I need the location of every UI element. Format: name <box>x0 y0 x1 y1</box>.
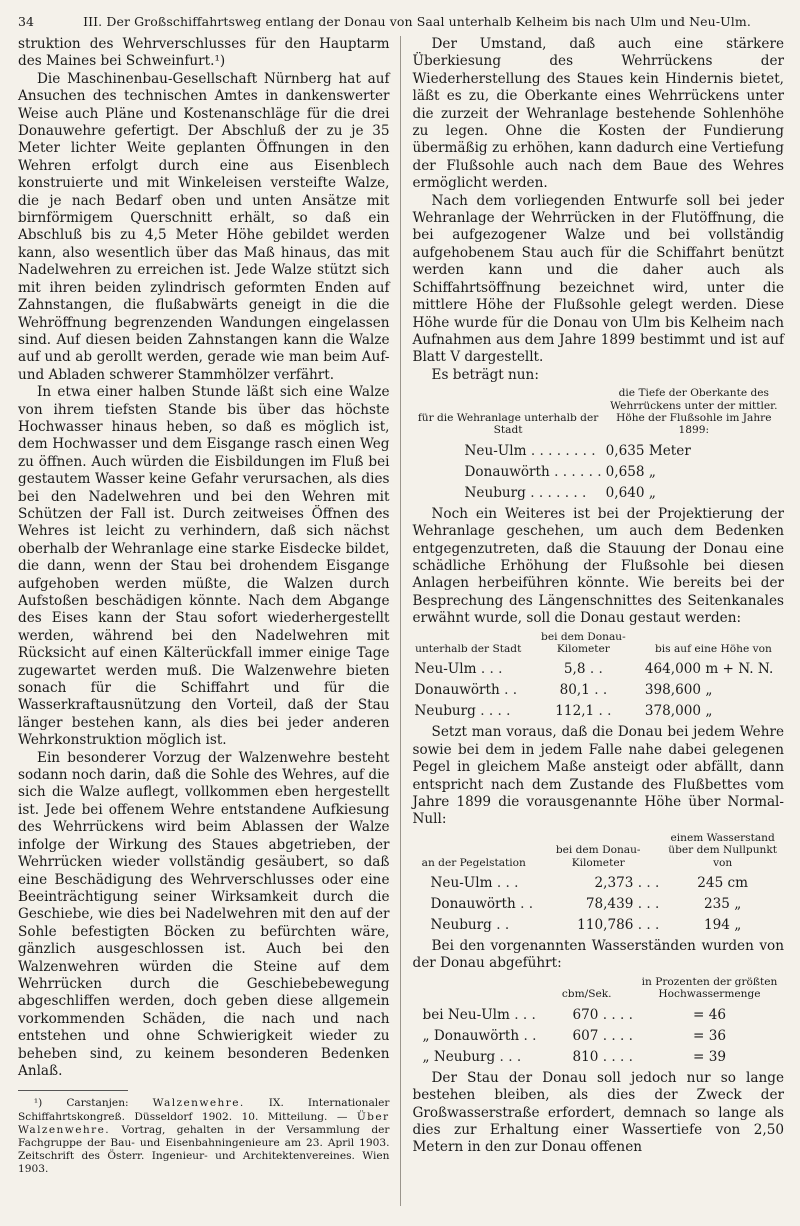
footnote-text: Vortrag, gehalten in der Versammlung der Fachgruppe der Bau- und Eisenbahningenieure am 23. April 1903. Zeitschrift des Österr. Ingenieur- und Architektenvereines. Wien 1903. <box>18 1123 390 1176</box>
table-cell: 2,373 <box>594 875 634 892</box>
table-cell: 112,1 <box>555 703 595 720</box>
table-cell: 0,658 „ <box>605 463 656 480</box>
page <box>18 14 784 1219</box>
table-header: bei dem Donau-Kilometer <box>541 630 626 655</box>
table-cell: 398,600 „ <box>644 682 713 699</box>
leader-dots: . . <box>594 682 608 699</box>
table-cell: 5,8 <box>563 661 586 678</box>
table-cell: Neu-Ulm <box>464 442 527 459</box>
table-header: die Tiefe der Oberkante des Wehrrückens unter der mittler. Höhe der Flußsohle im Jahre 1899: <box>610 387 778 437</box>
paragraph: Nach dem vorliegenden Entwurfe soll bei jeder Wehranlage der Wehrrücken in der Flutöffnung, die bei aufgezogener Walze und bei vollständig aufgehobenem Stau auch für die Schiffahrt benützt werden kann und die daher auch als Schiffahrtsöffnung bezeichnet wird, unter die mittlere Höhe der Flußsohle gelegt werden. Diese Höhe wurde für die Donau von Ulm bis Kelheim nach Aufnahmen aus dem Jahre 1899 bestimmt und ist auf Blatt V dargestellt. <box>412 192 784 366</box>
leader-dots: . . . . <box>480 703 511 720</box>
paragraph: Setzt man voraus, daß die Donau bei jedem Wehre sowie bei dem in jedem Falle nahe dabei gelegenen Pegel in gleichem Maße ansteigt oder abfällt, dann entspricht nach dem Zustande des Flußbettes vom Jahre 1899 die vorausgenannte Höhe über Normal-Null: <box>412 724 784 828</box>
table-header: unterhalb der Stadt <box>415 643 522 655</box>
left-column <box>18 36 401 1206</box>
leader-dots: . . . <box>480 661 503 678</box>
depth-table <box>413 387 785 504</box>
running-header <box>18 14 784 36</box>
stau-table <box>413 631 785 723</box>
leader-dots: . . . <box>637 917 660 934</box>
leader-dots: . . <box>496 917 510 934</box>
table-header: an der Pegelstation <box>421 856 526 869</box>
footnote <box>18 1097 390 1176</box>
table-header: cbm/Sek. <box>561 988 612 1001</box>
table-cell: „ Neuburg <box>422 1048 496 1065</box>
table-cell: bei Neu-Ulm <box>422 1006 510 1023</box>
table-cell: = 39 <box>692 1048 726 1065</box>
paragraph: Ein besonderer Vorzug der Walzenwehre besteht sodann noch darin, daß die Sohle des Wehres, auf die sich die Walze auflegt, vollkommen eben hergestellt ist. Jede bei offenem Wehre entstandene Aufkiesung des Wehrrückens wird beim Ablassen der Walze infolge der Wirkung des Staues abgetrieben, der Wehrrücken wieder vollständig gesäubert, so daß eine Beschädigung des Wehrverschlusses oder eine Beeinträchtigung seiner Wirksamkeit durch die Geschiebe, wie dies bei Nadelwehren mit den auf der Sohle befestigten Böcken zu befürchten wäre, gänzlich ausgeschlossen ist. Auch bei den Walzenwehren würden die Steine auf dem Wehrrücken durch die Geschiebebewegung abgeschliffen werden, doch geben diese allgemein vorkommenden Schäden, die nach und nach entstehen und ohne Schwierigkeit wieder zu beheben sind, zu keinem besonderen Bedenken Anlaß. <box>18 749 390 1079</box>
leader-dots: . . . . . . . . <box>530 442 596 459</box>
table-row <box>413 915 785 936</box>
paragraph: Die Maschinenbau-Gesellschaft Nürnberg hat auf Ansuchen des technischen Amtes in dankenswerter Weise auch Pläne und Kostenanschläge für die drei Donauwehre gefertigt. Der Abschluß der zu je 35 Meter lichter Weite geplanten Öffnungen in den Wehren erfolgt durch eine aus Eisenblech konstruierte und mit Winkeleisen versteifte Walze, die je nach Bedarf oben und unten Ansätze mit birnförmigem Querschnitt erhält, so daß ein Abschluß bis zu 4,5 Meter Höhe gebildet werden kann, also wesentlich über das Maß hinaus, das mit Nadelwehren zu erreichen ist. Jede Walze stützt sich mit ihren beiden zylindrisch geformten Enden auf Zahnstangen, die flußabwärts geneigt in die die Wehröffnung begrenzenden Wandungen eingelassen sind. Auf diesen beiden Zahnstangen kann die Walze auf und ab gerollt werden, gerade wie man beim Auf- und Abladen schwerer Stammhölzer verfährt. <box>18 70 390 383</box>
table-header: in Prozenten der größten Hochwassermenge <box>641 975 778 1001</box>
table-cell: 464,000 m + N. N. <box>644 661 774 678</box>
table-cell: 110,786 <box>577 917 634 934</box>
table-cell: Neu-Ulm <box>430 875 493 892</box>
table-cell: Donauwörth <box>414 682 500 699</box>
table-cell: „ Donauwörth <box>422 1027 520 1044</box>
table-cell: 670 <box>572 1006 599 1023</box>
footnote-title: Über Walzenwehre. <box>18 1110 390 1136</box>
table-cell: Neu-Ulm <box>414 661 477 678</box>
table-cell: 245 cm <box>697 875 749 892</box>
leader-dots: . . <box>504 682 518 699</box>
table-cell: 0,635 Meter <box>605 442 691 459</box>
table-cell: Donauwörth <box>464 463 550 480</box>
text-columns <box>18 36 784 1206</box>
table-header: bis auf eine Höhe von <box>655 643 772 655</box>
page-number: 34 <box>18 14 35 29</box>
leader-dots: . . . <box>499 1048 522 1065</box>
right-column <box>401 36 785 1206</box>
paragraph: In etwa einer halben Stunde läßt sich eine Walze von ihrem tiefsten Stande bis über das höchste Hochwasser hinaus heben, so daß es möglich ist, dem Hochwasser und dem Eisgange rasch einen Weg zu öffnen. Auch würden die Eisbildungen im Fluß bei gestautem Wasser keine Gefahr verursachen, als dies bei den Nadelwehren und bei den Wehren mit Schützen der Fall ist. Durch zeitweises Öffnen des Wehres ist leicht zu verhindern, daß sich nächst oberhalb der Wehranlage eine starke Eisdecke bildet, die dann, wenn der Stau bei drohendem Eisgange aufgehoben werden müßte, die Walzen durch Aufstoßen beschädigen könnte. Nach dem Abgange des Eises kann der Stau sofort wiederhergestellt werden, während bei den Nadelwehren mit Rücksicht auf einen Kälterückfall immer einige Tage zugewartet werden muß. Die Walzenwehre bieten sonach für die Schiffahrt und für die Wasserkraftausnützung den Vorteil, daß der Stau länger bestehen kann, als dies bei jeder anderen Wehrkonstruktion möglich ist. <box>18 384 390 749</box>
table-header: für die Wehranlage unterhalb der Stadt <box>417 411 599 437</box>
table-header: bei dem Donau-Kilometer <box>555 844 641 869</box>
table-cell: Neuburg <box>414 703 476 720</box>
leader-dots: . . . <box>496 875 519 892</box>
table-row <box>413 680 785 701</box>
table-row <box>413 1005 785 1026</box>
leader-dots: . . . <box>637 896 660 913</box>
table-cell: Neuburg <box>430 917 492 934</box>
table-cell: Neuburg <box>464 484 526 501</box>
leader-dots: . . . . . . <box>554 463 602 480</box>
table-cell: 607 <box>572 1027 599 1044</box>
table-row <box>413 462 785 483</box>
footnote-text: ¹) Carstanjen: <box>33 1097 153 1110</box>
table-row <box>413 441 785 462</box>
leader-dots: . . . . . . . <box>530 484 587 501</box>
leader-dots: . . <box>589 661 603 678</box>
table-row <box>413 701 785 722</box>
leader-dots: . . . . <box>602 1006 633 1023</box>
pegel-table <box>413 832 785 936</box>
leader-dots: . . . <box>514 1006 536 1023</box>
table-cell: 378,000 „ <box>644 703 713 720</box>
table-cell: 80,1 <box>559 682 590 699</box>
table-row <box>413 483 785 504</box>
table-cell: 810 <box>572 1048 599 1065</box>
footnote-text: IX. Internationaler Schiffahrtskongreß. Düsseldorf 1902. 10. Mitteilung. — <box>18 1097 390 1123</box>
leader-dots: . . <box>523 1027 537 1044</box>
table-cell: 78,439 <box>585 896 634 913</box>
leader-dots: . . . . <box>602 1048 633 1065</box>
paragraph: Bei den vorgenannten Wasserständen wurden von der Donau abgeführt: <box>412 938 784 972</box>
leader-dots: . . . . <box>602 1027 633 1044</box>
table-row <box>413 1047 785 1068</box>
running-title: III. Der Großschiffahrtsweg entlang der Donau von Saal unterhalb Kelheim bis nach Ulm und Neu-Ulm. <box>83 14 751 29</box>
table-cell: = 46 <box>692 1006 726 1023</box>
discharge-table <box>413 976 785 1068</box>
leader-dots: . . <box>520 896 534 913</box>
footnote-rule <box>18 1090 128 1091</box>
table-cell: 0,640 „ <box>605 484 656 501</box>
table-row <box>413 1026 785 1047</box>
table-cell: 194 „ <box>704 917 742 934</box>
table-cell: 235 „ <box>704 896 742 913</box>
table-row <box>413 659 785 680</box>
paragraph: Es beträgt nun: <box>431 366 539 383</box>
table-row <box>413 894 785 915</box>
paragraph: Noch ein Weiteres ist bei der Projektierung der Wehranlage geschehen, um auch dem Bedenken entgegenzutreten, daß die Stauung der Donau eine schädliche Erhöhung der Flußsohle bei diesen Anlagen herbeiführen könnte. Wie bereits bei der Besprechung des Längenschnittes des Seitenkanales erwähnt wurde, soll die Donau gestaut werden: <box>412 505 784 627</box>
paragraph: struktion des Wehrverschlusses für den Hauptarm des Maines bei Schweinfurt.¹) <box>18 36 390 70</box>
table-row <box>413 873 785 894</box>
table-header: einem Wasserstand über dem Nullpunkt von <box>668 831 778 869</box>
leader-dots: . . <box>598 703 612 720</box>
paragraph: Der Umstand, daß auch eine stärkere Überkiesung des Wehrrückens der Wiederherstellung des Staues kein Hindernis bietet, läßt es zu, die Oberkante eines Wehrrückens unter die zurzeit der Wehranlage bestehende Sohlenhöhe zu legen. Ohne die Kosten der Fundierung übermäßig zu erhöhen, kann dadurch eine Vertiefung der Flußsohle auch nach dem Baue des Wehres ermöglicht werden. <box>412 36 784 192</box>
table-cell: = 36 <box>692 1027 726 1044</box>
paragraph: Der Stau der Donau soll jedoch nur so lange bestehen bleiben, als dies der Zweck der Großwasserstraße erfordert, demnach so lange als dies zur Erhaltung einer Wassertiefe von 2,50 Metern in den zur Donau offenen <box>412 1069 784 1156</box>
table-cell: Donauwörth <box>430 896 516 913</box>
leader-dots: . . . <box>637 875 660 892</box>
footnote-title: Walzenwehre. <box>152 1097 245 1110</box>
